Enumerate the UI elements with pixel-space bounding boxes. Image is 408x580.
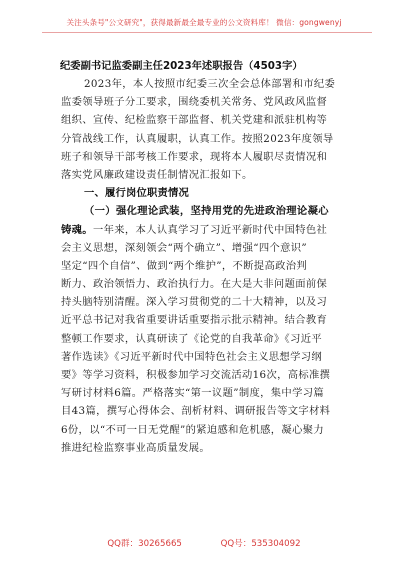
body-line: 持头脑特别清醒。深入学习贯彻党的二十大精神，以及习: [61, 296, 328, 309]
body-line: 要》等学习资料，积极参加学习交流活动16次，高标准撰: [61, 369, 331, 381]
subsection-heading: （一）强化理论武装，坚持用党的先进政治理论凝心: [84, 205, 329, 218]
body-line: 著作选读》《习近平新时代中国特色社会主义思想学习纲: [61, 350, 323, 363]
document-body: [61, 75, 358, 457]
subsection-heading-line: [61, 221, 358, 239]
footer-qq-group: QQ群：30265665: [107, 539, 182, 549]
section-heading: 一、履行岗位职责情况: [84, 187, 189, 200]
body-line: 分管战线工作，认真履职，认真工作。按照2023年度领导: [61, 132, 334, 145]
body-line: 目43篇，撰写心得体会、剖析材料、调研报告等文字材料: [61, 405, 331, 418]
body-line: 会主义思想，深刻领会“两个确立”、增强“四个意识”: [61, 241, 308, 254]
body-line: 断力、政治领悟力、政治执行力。在大是大非问题面前保: [61, 278, 328, 291]
body-line: 组织、宣传、纪检监察干部监督、机关党建和派驻机构等: [61, 114, 328, 127]
header-banner: 关注头条号"公文研究"，获得最新最全最专业的公文资料库！ 微信：gongwenyj: [66, 18, 342, 27]
document-title: 纪委副书记监委副主任2023年述职报告（4503字）: [60, 60, 303, 72]
body-line: 班子和领导干部考核工作要求，现将本人履职尽责情况和: [61, 150, 328, 163]
body-line: 6份，以“不可一日无党醒”的紧迫感和危机感，凝心聚力: [61, 423, 325, 436]
body-line: 近平总书记对我省重要讲话重要指示批示精神。结合教育: [61, 314, 328, 327]
body-line: 推进纪检监察事业高质量发展。: [61, 441, 211, 454]
body-line: 2023年，本人按照市纪委三次全会总体部署和市纪委: [84, 78, 336, 90]
subsection-heading-end: 铸魂。: [61, 223, 93, 236]
body-line-start: 一年来，本人认真学习了习近平新时代中国特色社: [92, 223, 328, 236]
body-line: 整顿工作要求，认真研读了《论党的自我革命》《习近平: [61, 332, 323, 345]
body-line: 监委领导班子分工要求，围绕委机关常务、党风政风监督: [61, 96, 328, 109]
body-line: 落实党风廉政建设责任制情况汇报如下。: [61, 168, 253, 181]
header-divider: [42, 32, 372, 33]
footer-contact: [0, 537, 408, 549]
footer-qq-number: QQ号：535304092: [220, 539, 301, 549]
body-line: 坚定“四个自信”、做到“两个维护”，不断提高政治判: [61, 259, 308, 272]
body-line: 写研讨材料6篇。严格落实“第一议题”制度，集中学习篇: [61, 387, 325, 400]
